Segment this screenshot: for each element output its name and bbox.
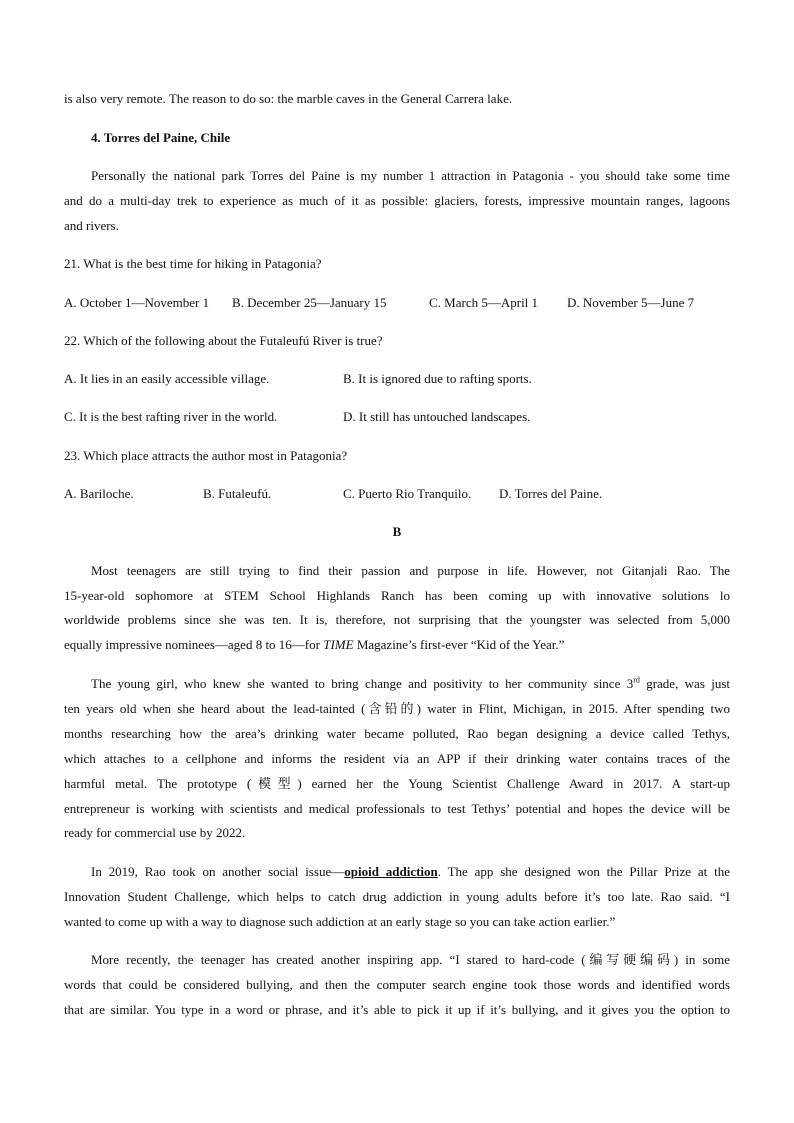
q21-option-a: A. October 1—November 1 <box>64 295 210 310</box>
p4-line-3: that are similar. You type in a word or phrase, and it’s able to pick it up if it’s bullying, and it gives you the option to <box>64 1002 730 1017</box>
q22-option-b: B. It is ignored due to rafting sports. <box>343 371 532 386</box>
p1-line-4-b: Magazine’s first-ever “Kid of the Year.” <box>353 637 565 652</box>
p1-line-2: 15-year-old sophomore at STEM School Highlands Ranch has been coming up with innovative solutions lo <box>64 588 730 603</box>
q21-question: 21. What is the best time for hiking in Patagonia? <box>64 256 322 271</box>
q22-question: 22. Which of the following about the Futaleufú River is true? <box>64 333 383 348</box>
q23-option-b: B. Futaleufú. <box>203 486 272 501</box>
section-b-label: B <box>392 524 402 539</box>
p3-line-1-a: In 2019, Rao took on another social issue— <box>91 864 345 879</box>
p1-line-3: worldwide problems since she was ten. It is, therefore, not surprising that the youngster was selected from 5,000 <box>64 612 730 627</box>
q23-option-a: A. Bariloche. <box>64 486 134 501</box>
p2-line-2: ten years old when she heard about the lead-tainted (含铅的) water in Flint, Michigan, in 2015. After spending two <box>64 701 730 716</box>
time-magazine-name: TIME <box>323 637 354 652</box>
p1-line-1: Most teenagers are still trying to find their passion and purpose in life. However, not Gitanjali Rao. The <box>91 563 730 578</box>
ordinal-suffix: rd <box>633 675 640 685</box>
p2-line-1-a: The young girl, who knew she wanted to bring change and positivity to her community since 3 <box>91 676 634 691</box>
p2-line-4: which attaches to a cellphone and informs the resident via an APP if their drinking water contains traces of the <box>64 751 730 766</box>
p3-line-1 <box>91 859 730 884</box>
p4-line-2: words that could be considered bullying, and then the computer search engine took those words and identified words <box>64 977 730 992</box>
opioid-addiction-term: opioid addiction <box>344 864 438 879</box>
q21-option-b: B. December 25—January 15 <box>232 295 387 310</box>
p2-line-5: harmful metal. The prototype (模型) earned her the Young Scientist Challenge Award in 2017. A start-up <box>64 776 730 791</box>
section4-line-2: and do a multi-day trek to experience as much of it as possible: glaciers, forests, impressive mountain ranges, lagoons <box>64 193 730 208</box>
p3-line-3: wanted to come up with a way to diagnose such addiction at an early stage so you can take action earlier.” <box>64 914 616 929</box>
q22-option-c: C. It is the best rafting river in the world. <box>64 409 278 424</box>
p2-line-1-b: grade, was just <box>639 676 731 691</box>
p2-line-1 <box>91 671 730 696</box>
p4-line-1: More recently, the teenager has created another inspiring app. “I stared to hard-code (编写硬编码) in some <box>91 952 730 967</box>
p2-line-6: entrepreneur is working with scientists and medical professionals to test Tethys’ potential and hopes the device will be <box>64 801 730 816</box>
q21-option-c: C. March 5—April 1 <box>429 295 539 310</box>
q21-option-d: D. November 5—June 7 <box>567 295 695 310</box>
q23-option-d: D. Torres del Paine. <box>499 486 603 501</box>
p2-line-7: ready for commercial use by 2022. <box>64 825 246 840</box>
q23-question: 23. Which place attracts the author most in Patagonia? <box>64 448 348 463</box>
q22-option-a: A. It lies in an easily accessible village. <box>64 371 270 386</box>
p3-line-2: Innovation Student Challenge, which helps to catch drug addiction in young adults before it’s too late. Rao said. “I <box>64 889 730 904</box>
section4-line-3: and rivers. <box>64 218 119 233</box>
section4-line-1: Personally the national park Torres del Paine is my number 1 attraction in Patagonia - you should take some time <box>91 168 730 183</box>
p1-line-4-a: equally impressive nominees—aged 8 to 16—for <box>64 637 324 652</box>
intro-tail-line: is also very remote. The reason to do so: the marble caves in the General Carrera lake. <box>64 91 513 106</box>
section4-heading: 4. Torres del Paine, Chile <box>91 130 231 145</box>
q22-option-d: D. It still has untouched landscapes. <box>343 409 531 424</box>
p2-line-3: months researching how the area’s drinking water became polluted, Rao began designing a device called Tethys, <box>64 726 730 741</box>
p1-line-4 <box>64 632 564 657</box>
q23-option-c: C. Puerto Rio Tranquilo. <box>343 486 472 501</box>
p3-line-1-b: . The app she designed won the Pillar Prize at the <box>437 864 730 879</box>
